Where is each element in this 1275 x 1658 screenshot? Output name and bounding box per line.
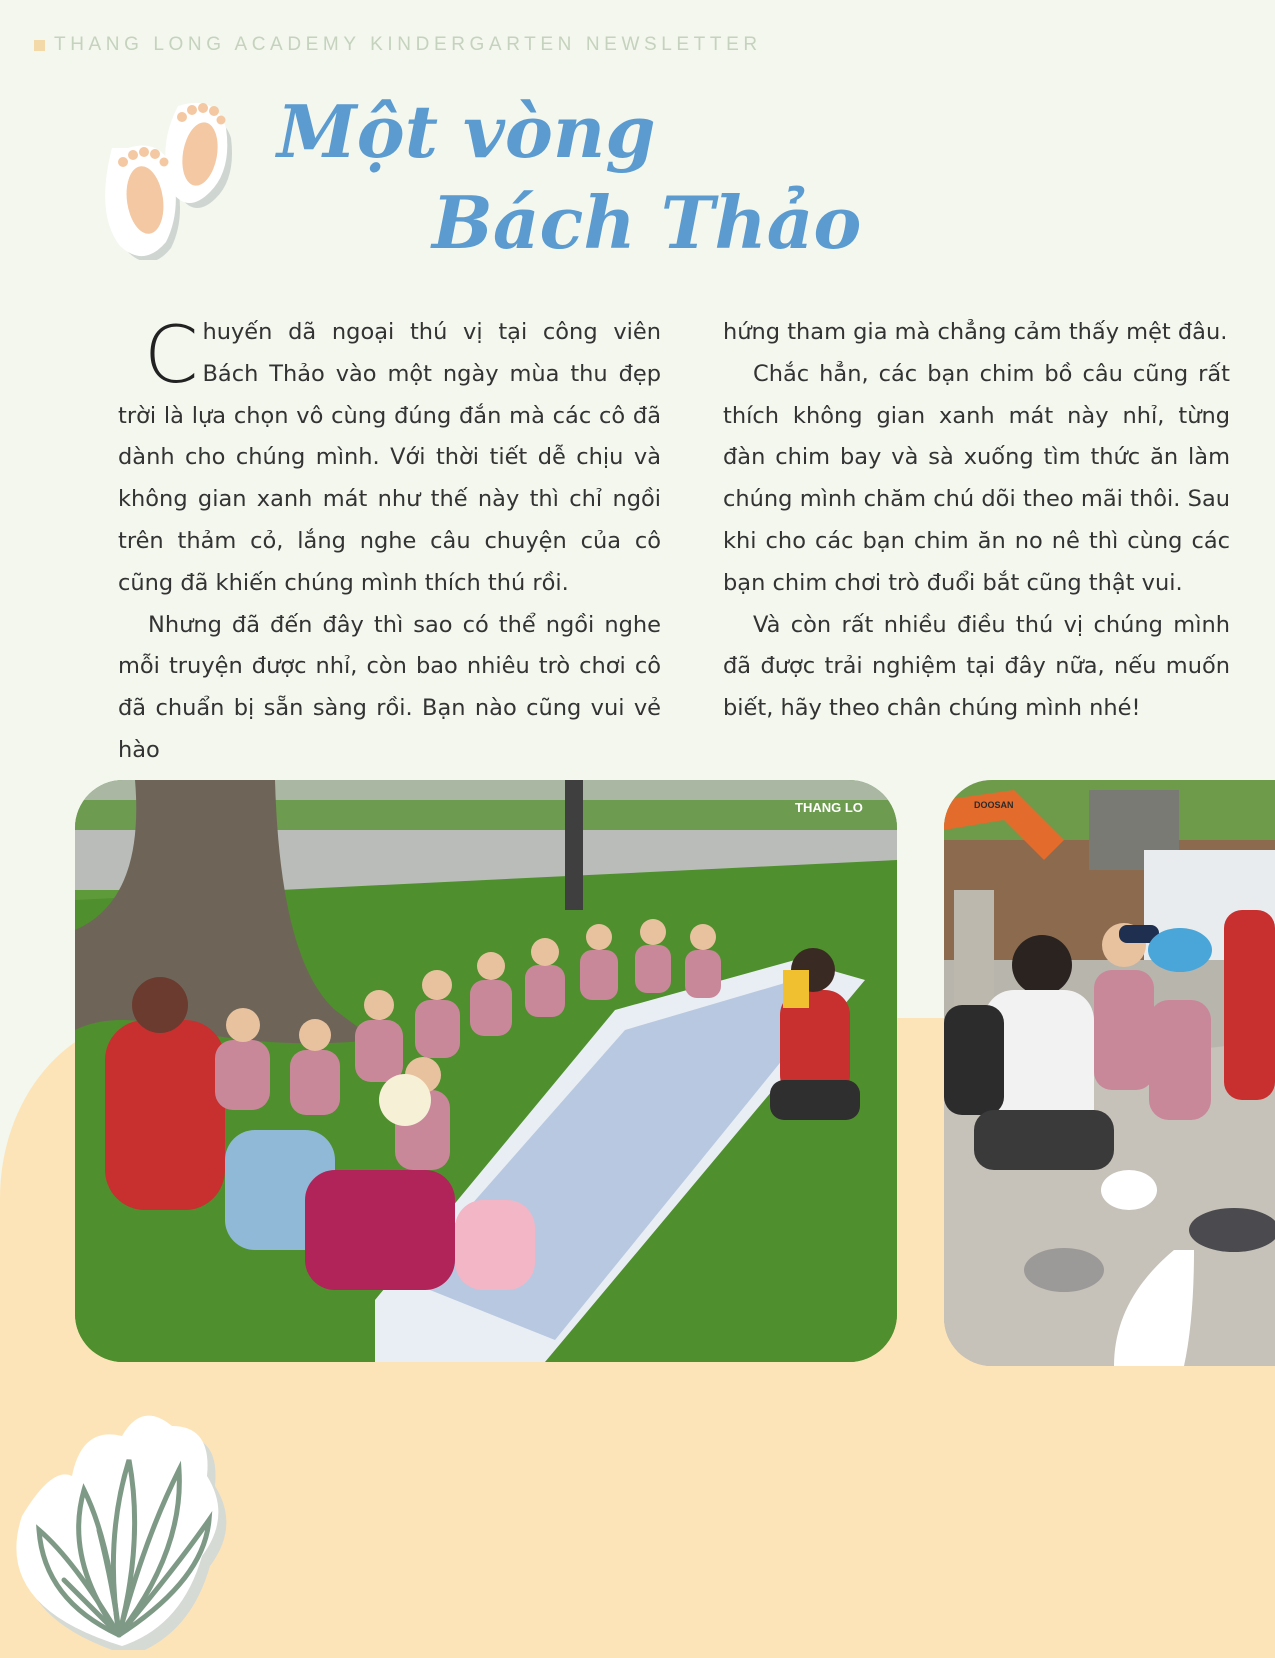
paragraph-1-text: huyến dã ngoại thú vị tại công viên Bách Thảo vào một ngày mùa thu đẹp trời là lựa chọn vô cùng đúng đắn mà các cô đã dành cho chúng mình. Với thời tiết dễ chịu và không gian xanh mát như thế này thì chỉ ngồi trên thảm cỏ, lắng nghe câu chuyện của cô cũng đã khiến chúng mình thích thú rồi. — [118, 319, 661, 596]
paragraph-3: Chắc hẳn, các bạn chim bồ câu cũng rất thích không gian xanh mát này nhỉ, từng đàn chim bay và sà xuống tìm thức ăn làm chúng mình chăm chú dõi theo mãi thôi. Sau khi cho các bạn chim ăn no nê thì cùng các bạn chim chơi trò đuổi bắt cũng thật vui. — [723, 360, 1230, 596]
photo-feeding-pigeons — [944, 780, 1275, 1366]
article-column-left — [118, 312, 661, 772]
article-column-right — [723, 312, 1230, 730]
paragraph-4: Và còn rất nhiều điều thú vị chúng mình đã được trải nghiệm tại đây nữa, nếu muốn biết, hãy theo chân chúng mình nhé! — [723, 611, 1230, 722]
photo-picnic-under-tree — [75, 780, 897, 1362]
photo-sign-text: THANG LO — [795, 800, 863, 815]
excavator-brand-text: DOOSAN — [974, 800, 1014, 810]
paragraph-2-start: Nhưng đã đến đây thì sao có thể ngồi nghe mỗi truyện được nhỉ, còn bao nhiêu trò chơi cô đã chuẩn bị sẵn sàng rồi. Bạn nào cũng vui vẻ hào — [118, 611, 661, 763]
header-square-icon — [34, 40, 45, 51]
shell-leaf-icon — [14, 1410, 234, 1650]
paragraph-1 — [118, 312, 661, 605]
header-label: THANG LONG ACADEMY KINDERGARTEN NEWSLETTER — [54, 34, 762, 55]
paragraph-2-end: hứng tham gia mà chẳng cảm thấy mệt đâu. — [723, 319, 1228, 345]
drop-cap: C — [144, 311, 199, 401]
footprints-icon — [100, 92, 250, 260]
title-line-1: Một vòng — [277, 89, 656, 174]
newsletter-header — [34, 34, 762, 56]
title-line-2: Bách Thảo — [432, 180, 862, 265]
